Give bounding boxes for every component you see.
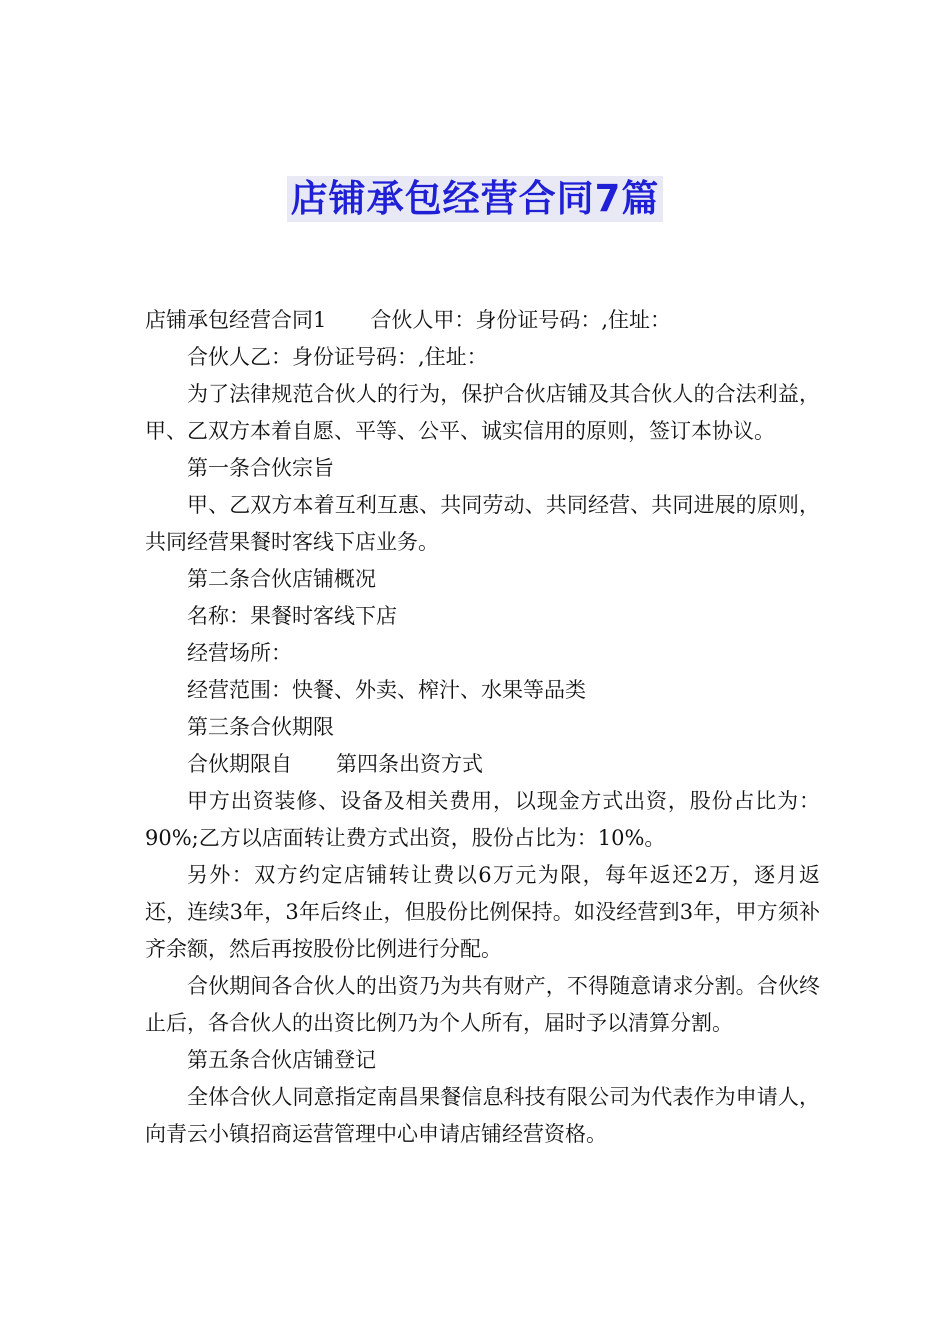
paragraph: 经营场所： <box>187 641 292 665</box>
paragraph: 全体合伙人同意指定南昌果餐信息科技有限公司为代表作为申请人，向青云小镇招商运营管理中心申请店铺经营资格。 <box>145 1085 820 1146</box>
paragraph: 合伙期间各合伙人的出资乃为共有财产，不得随意请求分割。合伙终止后，各合伙人的出资比例乃为个人所有，届时予以清算分割。 <box>145 974 820 1035</box>
partner-a-line: 合伙人甲：身份证号码：,住址： <box>370 308 672 332</box>
contract-number-label: 店铺承包经营合同1 <box>145 308 327 332</box>
document-body <box>145 302 820 1153</box>
paragraph-first-line <box>145 302 820 339</box>
paragraph: 经营范围：快餐、外卖、榨汁、水果等品类 <box>187 678 586 702</box>
paragraph: 另外：双方约定店铺转让费以6万元为限，每年返还2万，逐月返还，连续3年，3年后终止，但股份比例保持。如没经营到3年，甲方须补齐余额，然后再按股份比例进行分配。 <box>145 863 820 961</box>
paragraph: 合伙人乙：身份证号码：,住址： <box>187 345 488 369</box>
section-heading: 第一条合伙宗旨 <box>187 456 334 480</box>
section-heading: 第二条合伙店铺概况 <box>187 567 376 591</box>
paragraph: 甲、乙双方本着互利互惠、共同劳动、共同经营、共同进展的原则，共同经营果餐时客线下店业务。 <box>145 493 820 554</box>
title-container <box>0 176 950 222</box>
term-label: 合伙期限自 <box>187 752 292 776</box>
paragraph: 为了法律规范合伙人的行为，保护合伙店铺及其合伙人的合法利益，甲、乙双方本着自愿、平等、公平、诚实信用的原则，签订本协议。 <box>145 382 820 443</box>
section-heading-inline: 第四条出资方式 <box>336 752 483 776</box>
paragraph: 甲方出资装修、设备及相关费用，以现金方式出资，股份占比为：90%;乙方以店面转让费方式出资，股份占比为：10%。 <box>145 789 820 850</box>
section-heading: 第三条合伙期限 <box>187 715 334 739</box>
section-heading: 第五条合伙店铺登记 <box>187 1048 376 1072</box>
paragraph: 名称：果餐时客线下店 <box>187 604 397 628</box>
paragraph-term-line <box>145 746 820 783</box>
document-title: 店铺承包经营合同7篇 <box>287 176 664 222</box>
